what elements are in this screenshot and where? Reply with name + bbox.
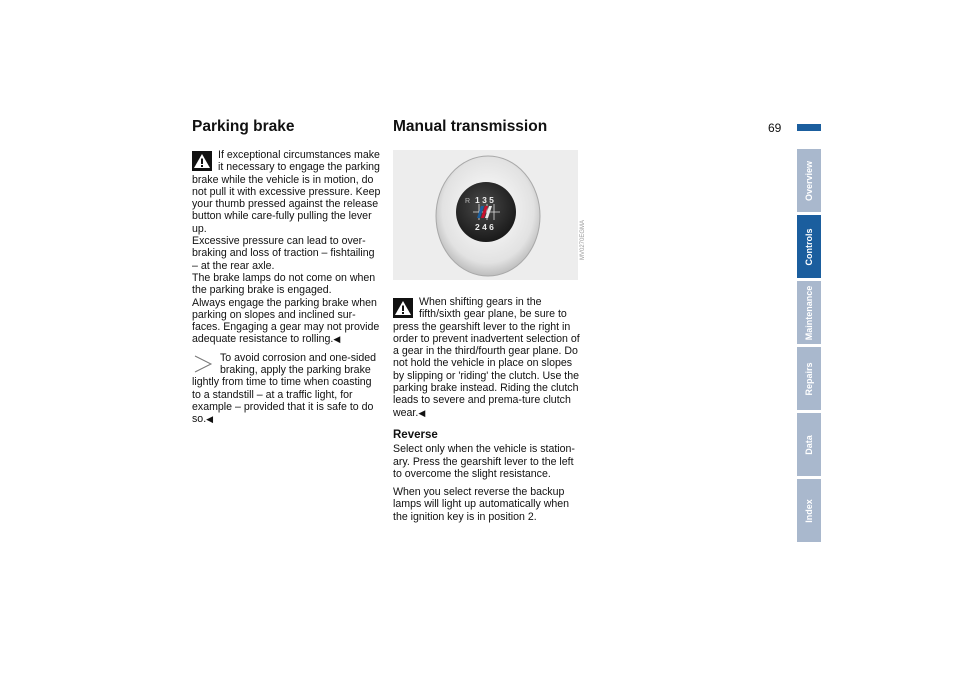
tab-index[interactable] <box>797 479 821 542</box>
warning-line: Always engage the parking brake when parking on slopes and inclined sur-faces. Engaging a gear may not provide adequate resistance to rolling. <box>192 296 380 346</box>
manual-transmission-title: Manual transmission <box>393 118 548 135</box>
tab-label: Data <box>804 434 814 455</box>
manual-transmission-column <box>393 296 583 529</box>
tab-label: Repairs <box>804 361 814 396</box>
reverse-paragraph: When you select reverse the backup lamps will light up automatically when the ignition key is in position 2. <box>393 486 570 523</box>
transmission-warning <box>393 296 583 419</box>
warning-line: The brake lamps do not come on when the parking brake is engaged. <box>192 271 376 297</box>
parking-brake-column <box>192 149 382 432</box>
figure-code: MV0270EGMA <box>580 219 586 260</box>
tab-maintenance[interactable] <box>797 281 821 344</box>
tab-label: Controls <box>804 228 814 265</box>
warning-icon <box>192 151 212 171</box>
end-mark: ◀ <box>206 414 214 425</box>
warning-line: Excessive pressure can lead to over-braking and loss of traction – fishtailing – at the rear axle. <box>192 235 375 272</box>
tab-data[interactable] <box>797 413 821 476</box>
note-text: To avoid corrosion and one-sided braking, apply the parking brake lightly from time to time when coasting to a standstill – at a traffic light, for example – provided that it is safe to do so. <box>192 351 377 426</box>
gear-bottom-labels: 2 4 6 <box>475 222 494 232</box>
warning-line: If exceptional circumstances make it necessary to engage the parking brake while the vehicle is in motion, do not pull it with excessive pressure. Keep your thumb pressed against the release button while care-fully pulling the lever up. <box>192 149 381 235</box>
page-number: 69 <box>768 121 782 135</box>
section-tabs <box>797 149 821 545</box>
gear-top-labels: 1 3 5 <box>475 195 494 205</box>
reverse-paragraph: Select only when the vehicle is station-ary. Press the gearshift lever to the left to overcome the slight resistance. <box>393 443 575 480</box>
end-mark: ◀ <box>333 334 341 345</box>
reverse-title: Reverse <box>393 428 438 441</box>
page-number-bar <box>797 124 821 131</box>
warning-text: When shifting gears in the fifth/sixth gear plane, be sure to press the gearshift lever to the right in order to prevent inadvertent selection of a gear in the third/fourth gear plane. Do not hold the vehicle in place on slopes by slipping or 'riding' the clutch. Use the parking brake instead. Riding the clutch leads to severe and prema-ture clutch wear. <box>393 296 580 419</box>
parking-brake-title: Parking brake <box>192 118 295 135</box>
end-mark: ◀ <box>418 407 426 418</box>
tab-label: Maintenance <box>804 285 814 340</box>
gear-reverse-label: R <box>465 198 471 205</box>
tab-label: Overview <box>804 160 814 201</box>
gear-knob-figure <box>393 150 578 280</box>
gear-knob-illustration <box>393 150 578 280</box>
tab-overview[interactable] <box>797 149 821 212</box>
parking-brake-note <box>192 352 382 426</box>
tab-controls[interactable] <box>797 215 821 278</box>
tab-label: Index <box>804 498 814 523</box>
warning-icon <box>393 298 413 318</box>
tab-repairs[interactable] <box>797 347 821 410</box>
parking-brake-warning <box>192 149 382 346</box>
note-arrow-icon <box>192 354 214 374</box>
